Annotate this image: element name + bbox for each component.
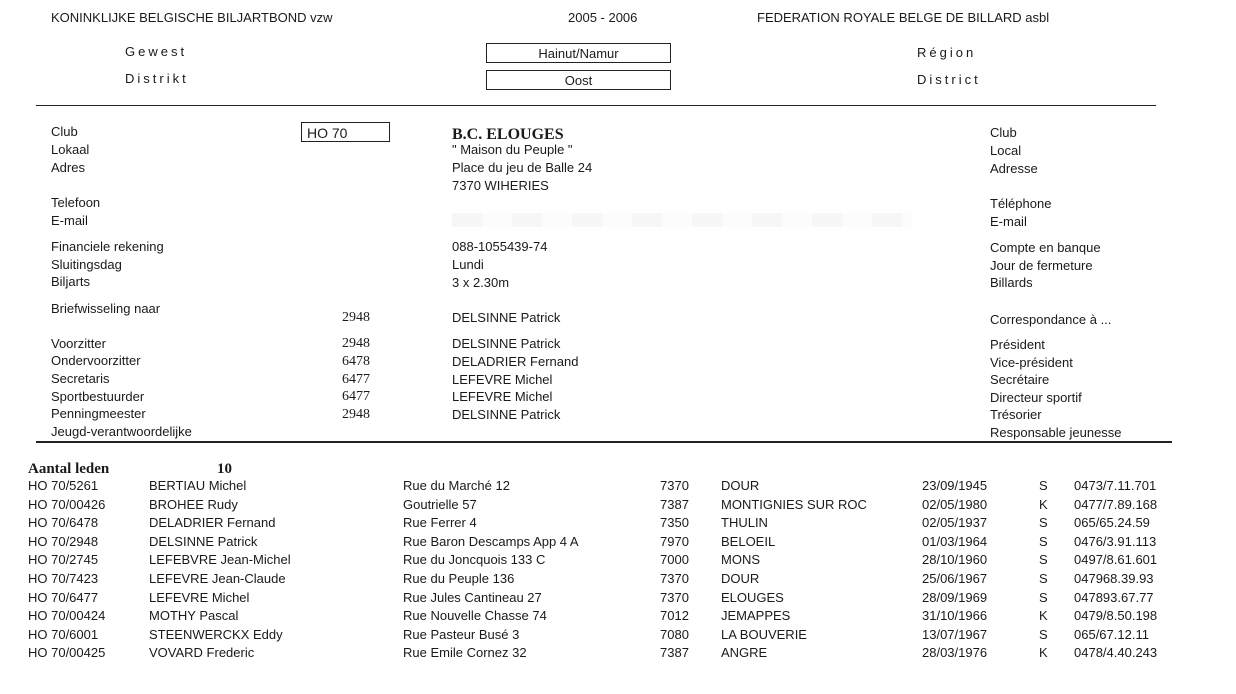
- official-role-nl: Penningmeester: [51, 406, 146, 421]
- member-phone: 0476/3.91.113: [1074, 533, 1157, 549]
- adres-line2: 7370 WIHERIES: [452, 178, 549, 193]
- member-id: HO 70/00424: [28, 608, 106, 624]
- member-city: DOUR: [721, 478, 760, 493]
- member-street: Rue Ferrer 4: [403, 515, 477, 531]
- member-dob: 25/06/1967: [922, 571, 988, 586]
- member-phone: 0473/7.11.701: [1074, 478, 1157, 493]
- email-label-fr: E-mail: [990, 214, 1027, 229]
- club-label-nl: Club: [51, 124, 78, 139]
- member-name: DELADRIER Fernand: [149, 515, 276, 531]
- member-id: HO 70/7423: [28, 571, 99, 586]
- district-label: District: [917, 72, 981, 87]
- member-city: MONS: [721, 552, 760, 568]
- member-city: ANGRE: [721, 645, 768, 661]
- redacted-contact-strip: [452, 213, 912, 227]
- rekening-label: Financiele rekening: [51, 239, 164, 254]
- official-num: 2948: [342, 336, 370, 351]
- member-zip: 7387: [660, 645, 689, 661]
- member-cat: S: [1039, 478, 1048, 493]
- member-cat: S: [1039, 626, 1048, 642]
- distrikt-value-box: Oost: [486, 70, 671, 90]
- official-num: 2948: [342, 407, 370, 422]
- lokaal-value: " Maison du Peuple ": [452, 142, 573, 157]
- member-name: DELSINNE Patrick: [149, 533, 258, 549]
- member-id: HO 70/00425: [28, 645, 106, 661]
- member-id: HO 70/00426: [28, 496, 106, 512]
- member-dob: 01/03/1964: [922, 533, 988, 549]
- member-city: ELOUGES: [721, 589, 784, 605]
- member-city: LA BOUVERIE: [721, 626, 807, 642]
- official-role-fr: Vice-président: [990, 355, 1073, 370]
- member-street: Goutrielle 57: [403, 496, 477, 512]
- top-divider: [36, 105, 1156, 106]
- member-dob: 31/10/1966: [922, 608, 988, 624]
- member-name: VOVARD Frederic: [149, 645, 255, 661]
- member-street: Rue Pasteur Busé 3: [403, 626, 520, 642]
- member-cat: S: [1039, 552, 1048, 568]
- member-city: JEMAPPES: [721, 608, 791, 624]
- adresse-label: Adresse: [990, 161, 1038, 176]
- member-zip: 7970: [660, 533, 689, 549]
- member-street: Rue Emile Cornez 32: [403, 645, 527, 661]
- member-phone: 0478/4.40.243: [1074, 645, 1158, 661]
- official-num: 6477: [342, 389, 370, 404]
- member-cat: S: [1039, 589, 1048, 605]
- header-right-title: FEDERATION ROYALE BELGE DE BILLARD asbl: [757, 10, 1050, 25]
- member-cat: S: [1039, 515, 1048, 531]
- member-zip: 7000: [660, 552, 689, 568]
- compte-label: Compte en banque: [990, 240, 1101, 255]
- distrikt-label: Distrikt: [125, 71, 189, 86]
- official-name: DELSINNE Patrick: [452, 407, 561, 422]
- member-zip: 7012: [660, 608, 689, 624]
- official-role-nl: Secretaris: [51, 371, 110, 386]
- biljarts-value: 3 x 2.30m: [452, 275, 510, 290]
- biljarts-label: Biljarts: [51, 274, 91, 289]
- member-count: 10: [217, 461, 232, 477]
- member-count-label: Aantal leden: [28, 461, 110, 477]
- member-phone: 065/67.12.11: [1074, 626, 1149, 642]
- member-city: DOUR: [721, 571, 760, 586]
- member-cat: S: [1039, 571, 1048, 586]
- member-phone: 0497/8.61.601: [1074, 552, 1158, 568]
- member-zip: 7387: [660, 496, 689, 512]
- member-cat: K: [1039, 645, 1048, 661]
- member-id: HO 70/5261: [28, 478, 99, 493]
- member-street: Rue du Peuple 136: [403, 571, 515, 586]
- telefoon-label: Telefoon: [51, 195, 101, 210]
- official-name: LEFEVRE Michel: [452, 372, 553, 387]
- gewest-label: Gewest: [125, 44, 188, 59]
- club-label-fr: Club: [990, 125, 1017, 140]
- member-id: HO 70/2948: [28, 533, 99, 549]
- middle-divider: [36, 441, 1172, 443]
- member-cat: S: [1039, 533, 1048, 549]
- member-city: THULIN: [721, 515, 768, 531]
- member-name: BERTIAU Michel: [149, 478, 247, 493]
- fermeture-label: Jour de fermeture: [990, 258, 1093, 273]
- email-label-nl: E-mail: [51, 213, 88, 228]
- member-id: HO 70/6478: [28, 515, 99, 531]
- member-street: Rue du Marché 12: [403, 478, 510, 493]
- member-cat: K: [1039, 608, 1048, 624]
- member-dob: 02/05/1980: [922, 496, 988, 512]
- member-id: HO 70/6001: [28, 626, 99, 642]
- member-city: BELOEIL: [721, 533, 776, 549]
- member-dob: 28/10/1960: [922, 552, 988, 568]
- member-city: MONTIGNIES SUR ROC: [721, 496, 867, 512]
- member-zip: 7350: [660, 515, 689, 531]
- club-code-box: HO 70: [301, 122, 390, 142]
- member-zip: 7370: [660, 571, 689, 586]
- member-id: HO 70/2745: [28, 552, 99, 568]
- telephone-label: Téléphone: [990, 196, 1052, 211]
- member-phone: 065/65.24.59: [1074, 515, 1150, 531]
- member-street: Rue Jules Cantineau 27: [403, 589, 542, 605]
- brief-fr: Correspondance à ...: [990, 312, 1112, 327]
- member-zip: 7370: [660, 589, 689, 605]
- official-name: DELADRIER Fernand: [452, 354, 579, 369]
- member-dob: 13/07/1967: [922, 626, 988, 642]
- header-left-title: KONINKLIJKE BELGISCHE BILJARTBOND vzw: [51, 10, 333, 25]
- sluitingsdag-value: Lundi: [452, 257, 484, 272]
- official-role-fr: Trésorier: [990, 407, 1042, 422]
- member-street: Rue Nouvelle Chasse 74: [403, 608, 547, 624]
- member-dob: 23/09/1945: [922, 478, 988, 493]
- official-num: 6478: [342, 354, 370, 369]
- lokaal-label: Lokaal: [51, 142, 90, 157]
- sluitingsdag-label: Sluitingsdag: [51, 257, 122, 272]
- brief-name: DELSINNE Patrick: [452, 310, 561, 325]
- member-phone: 047893.67.77: [1074, 589, 1154, 605]
- official-role-fr: Secrétaire: [990, 372, 1050, 387]
- member-dob: 28/03/1976: [922, 645, 988, 661]
- member-street: Rue Baron Descamps App 4 A: [403, 533, 579, 549]
- official-role-nl: Sportbestuurder: [51, 389, 145, 404]
- member-name: STEENWERCKX Eddy: [149, 626, 283, 642]
- official-name: LEFEVRE Michel: [452, 389, 553, 404]
- official-role-nl: Jeugd-verantwoordelijke: [51, 424, 192, 439]
- brief-num: 2948: [342, 310, 370, 325]
- billards-label: Billards: [990, 275, 1033, 290]
- adres-line1: Place du jeu de Balle 24: [452, 160, 593, 175]
- member-name: LEFEVRE Jean-Claude: [149, 571, 286, 586]
- member-name: MOTHY Pascal: [149, 608, 239, 624]
- official-role-fr: Directeur sportif: [990, 390, 1082, 405]
- club-name: B.C. ELOUGES: [452, 126, 564, 143]
- rekening-value: 088-1055439-74: [452, 239, 548, 254]
- official-num: 6477: [342, 372, 370, 387]
- local-label: Local: [990, 143, 1022, 158]
- member-street: Rue du Joncquois 133 C: [403, 552, 546, 568]
- official-role-nl: Ondervoorzitter: [51, 353, 141, 368]
- member-name: LEFEVRE Michel: [149, 589, 250, 605]
- member-dob: 02/05/1937: [922, 515, 988, 531]
- brief-label: Briefwisseling naar: [51, 301, 161, 316]
- official-role-nl: Voorzitter: [51, 336, 106, 351]
- gewest-value-box: Hainut/Namur: [486, 43, 671, 63]
- member-name: BROHEE Rudy: [149, 496, 238, 512]
- member-zip: 7080: [660, 626, 689, 642]
- member-phone: 0479/8.50.198: [1074, 608, 1158, 624]
- member-phone: 047968.39.93: [1074, 571, 1154, 586]
- official-role-fr: Responsable jeunesse: [990, 425, 1122, 440]
- member-zip: 7370: [660, 478, 689, 493]
- official-name: DELSINNE Patrick: [452, 336, 561, 351]
- official-role-fr: Président: [990, 337, 1045, 352]
- member-phone: 0477/7.89.168: [1074, 496, 1158, 512]
- adres-label: Adres: [51, 160, 85, 175]
- region-label: Région: [917, 45, 977, 60]
- member-dob: 28/09/1969: [922, 589, 988, 605]
- member-cat: K: [1039, 496, 1048, 512]
- member-id: HO 70/6477: [28, 589, 99, 605]
- member-name: LEFEBVRE Jean-Michel: [149, 552, 291, 568]
- season: 2005 - 2006: [568, 10, 638, 25]
